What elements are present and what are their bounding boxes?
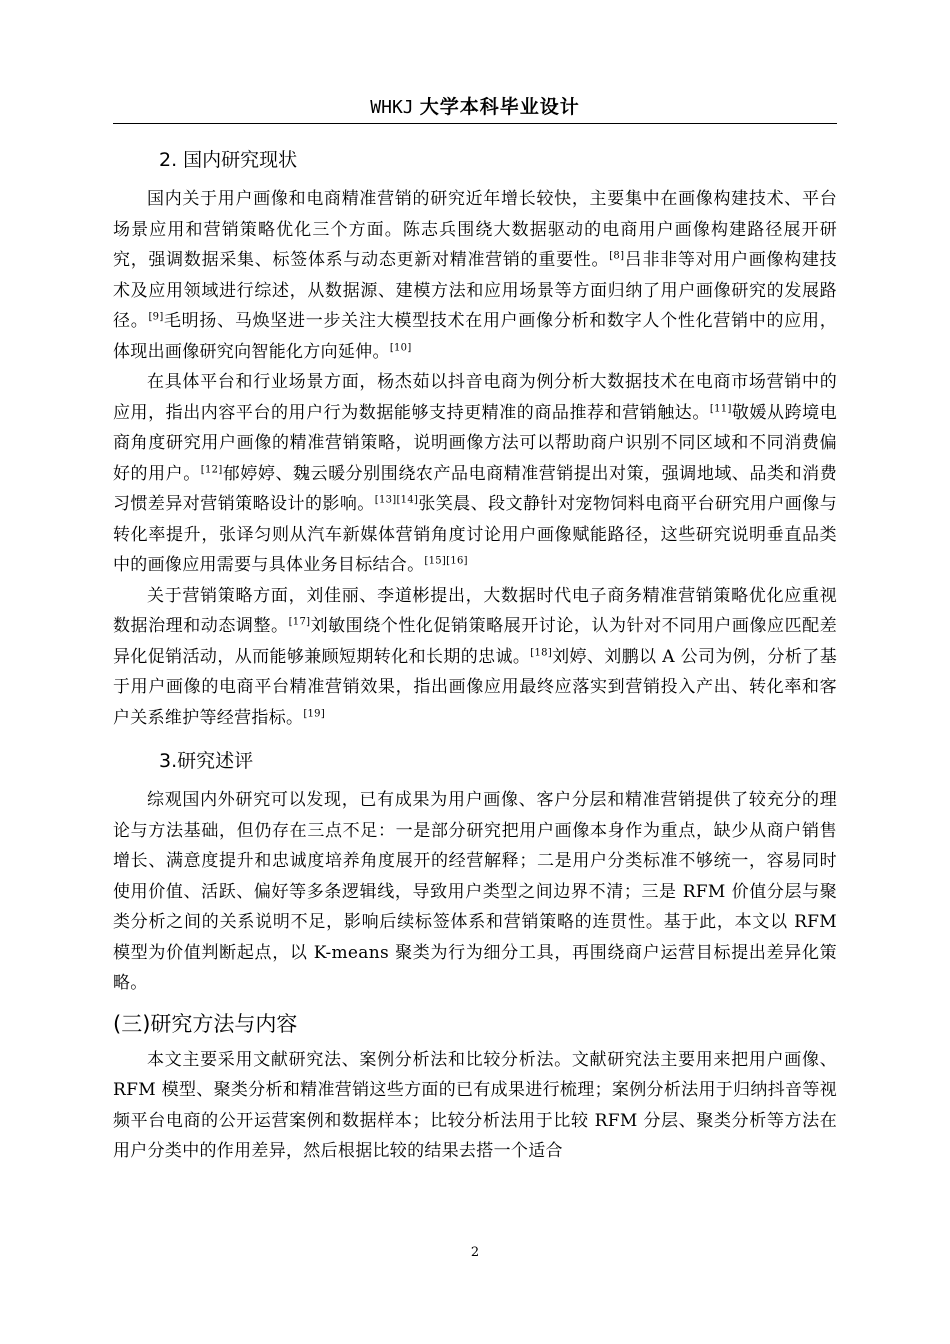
page-body	[113, 138, 837, 1167]
citation-ref: [17]	[288, 616, 311, 628]
page-number: 2	[470, 1245, 480, 1260]
paragraph-text: 在具体平台和行业场景方面，杨杰茹以抖音电商为例分析大数据技术在电商市场营销中的应用，指出内容平台的用户行为数据能够支持更精准的商品推荐和营销触达。	[113, 372, 837, 423]
paragraph-text: 张笑晨、段文静针对宠物饲料电商平台研究用户画像与转化率提升，张译匀则从汽车新媒体营销角度讨论用户画像赋能路径，这些研究说明垂直品类中的画像应用需要与具体业务目标结合。	[113, 494, 838, 575]
paragraph	[113, 367, 837, 581]
paragraph-text: 刘敏围绕个性化促销策略展开讨论，认为针对不同用户画像应匹配差异化促销活动，从而能够兼顾短期转化和长期的忠诚。	[113, 616, 838, 667]
page-header	[113, 93, 837, 124]
section-heading-methods: (三)研究方法与内容	[113, 1011, 298, 1036]
citation-ref: [9]	[148, 311, 164, 323]
paragraph-text: 吕非非等对用户画像构建技术及应用领域进行综述，从数据源、建模方法和应用场景等方面归纳了用户画像研究的发展路径。	[113, 250, 837, 331]
paragraph-text: 敬媛从跨境电商角度研究用户画像的精准营销策略，说明画像方法可以帮助商户识别不同区域和不同消费偏好的用户。	[113, 402, 837, 484]
paragraph-text: 毛明扬、马焕坚进一步关注大模型技术在用户画像分析和数字人个性化营销中的应用，体现出画像研究向智能化方向延伸。	[113, 311, 837, 362]
citation-ref: [18]	[530, 646, 553, 658]
citation-ref: [12]	[200, 463, 223, 475]
paragraph-text: 关于营销策略方面，刘佳丽、李道彬提出，大数据时代电子商务精准营销策略优化应重视数据治理和动态调整。	[113, 585, 837, 636]
citation-ref: [11]	[709, 402, 732, 414]
citation-ref: [13][14]	[374, 494, 419, 506]
paragraph	[113, 581, 837, 734]
citation-ref: [10]	[389, 341, 412, 353]
citation-ref: [8]	[609, 250, 625, 262]
paragraph	[113, 184, 837, 367]
citation-ref: [15][16]	[424, 555, 468, 567]
paragraph	[113, 785, 837, 999]
section-heading-review: 3.研究述评	[159, 750, 254, 772]
citation-ref: [19]	[303, 707, 326, 719]
paragraph-text: 综观国内外研究可以发现，已有成果为用户画像、客户分层和精准营销提供了较充分的理论与方法基础，但仍存在三点不足：一是部分研究把用户画像本身作为重点，缺少从商户销售增长、满意度提升和忠诚度培养角度展开的经营解释；二是用户分类标准不够统一，容易同时使用价值、活跃、偏好等多条逻辑线，导致用户类型之间边界不清；三是 RFM 价值分层与聚类分析之间的关系说明不足，影响后续标签体系和营销策略的连贯性。基于此，本文以 RFM 模型为价值判断起点，以 K-means 聚类为行为细分工具，再围绕商户运营目标提出差异化策略。	[113, 790, 837, 993]
paragraph-text: 本文主要采用文献研究法、案例分析法和比较分析法。文献研究法主要用来把用户画像、RFM 模型、聚类分析和精准营销这些方面的已有成果进行梳理；案例分析法用于归纳抖音等视频平台电商的公开运营案例和数据样本；比较分析法用于比较 RFM 分层、聚类分析等方法在用户分类中的作用差异，然后根据比较的结果去搭一个适合	[113, 1049, 837, 1161]
header-latin: WHKJ	[370, 97, 414, 118]
section-heading-domestic: 2. 国内研究现状	[159, 149, 298, 171]
paragraph	[113, 1045, 837, 1167]
paragraph-text: 国内关于用户画像和电商精准营销的研究近年增长较快，主要集中在画像构建技术、平台场景应用和营销策略优化三个方面。陈志兵围绕大数据驱动的电商用户画像构建路径展开研究，强调数据采集、标签体系与动态更新对精准营销的重要性。	[113, 189, 837, 270]
paragraph-text: 郁婷婷、魏云暖分别围绕农产品电商精准营销提出对策，强调地域、品类和消费习惯差异对营销策略设计的影响。	[113, 463, 838, 514]
header-title: 大学本科毕业设计	[419, 96, 580, 118]
paragraph-text: 刘婷、刘鹏以 A 公司为例，分析了基于用户画像的电商平台精准营销效果，指出画像应用最终应落实到营销投入产出、转化率和客户关系维护等经营指标。	[113, 646, 837, 728]
